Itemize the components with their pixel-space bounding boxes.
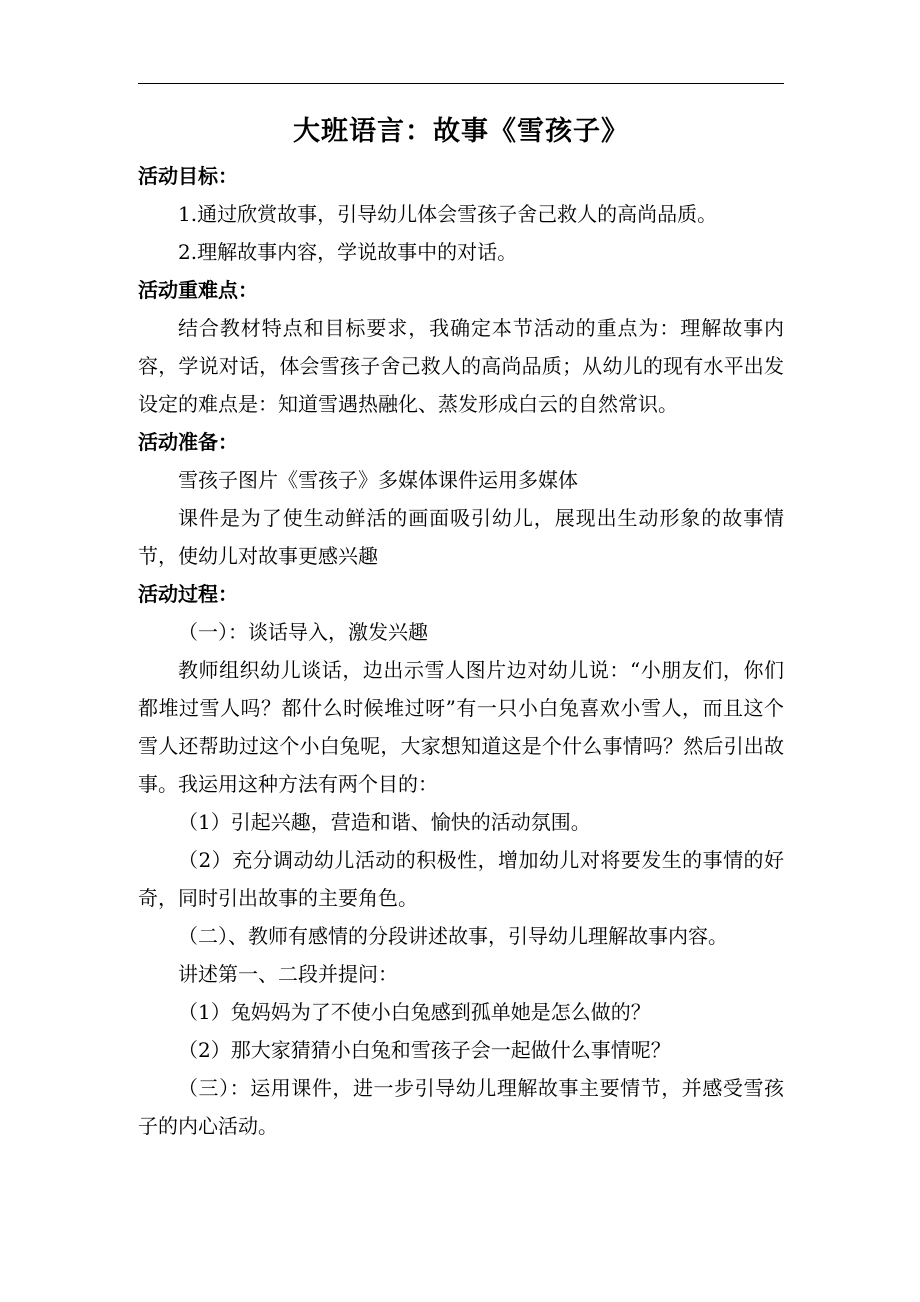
document-body [138,157,784,1145]
preparation-text-1: 雪孩子图片《雪孩子》多媒体课件运用多媒体 [178,468,578,492]
step-2-question-2: （2）那大家猜猜小白兔和雪孩子会一起做什么事情呢？ [178,1038,671,1062]
goal-1: 1.通过欣赏故事，引导幼儿体会雪孩子舍己救人的高尚品质。 [178,202,718,226]
step-1-title: （一）：谈话导入，激发兴趣 [178,620,428,644]
step-1-point-1: （1）引起兴趣，营造和谐、愉快的活动氛围。 [178,810,591,834]
goal-2: 2.理解故事内容，学说故事中的对话。 [178,240,518,264]
document-page [138,0,784,1302]
key-points-heading: 活动重难点： [138,278,258,302]
step-2-question-1: （1）兔妈妈为了不使小白兔感到孤单她是怎么做的？ [178,1000,651,1024]
preparation-heading: 活动准备： [138,430,238,454]
step-3-text: （三）：运用课件，进一步引导幼儿理解故事主要情节，并感受雪孩子的内心活动。 [138,1076,784,1138]
header-rule [138,83,784,84]
step-1-point-2: （2）充分调动幼儿活动的积极性，增加幼儿对将要发生的事情的好奇，同时引出故事的主要角色。 [138,848,784,910]
key-points-text: 结合教材特点和目标要求，我确定本节活动的重点为：理解故事内容，学说对话，体会雪孩子舍己救人的高尚品质；从幼儿的现有水平出发设定的难点是：知道雪遇热融化、蒸发形成白云的自然常识。 [138,316,784,416]
goals-heading: 活动目标： [138,164,238,188]
step-1-text: 教师组织幼儿谈话，边出示雪人图片边对幼儿说：“小朋友们，你们都堆过雪人吗？都什么时候堆过呀”有一只小白兔喜欢小雪人，而且这个雪人还帮助过这个小白兔呢，大家想知道这是个什么事情吗？然后引出故事。我运用这种方法有两个目的： [138,658,784,796]
process-heading: 活动过程： [138,582,238,606]
preparation-text-2: 课件是为了使生动鲜活的画面吸引幼儿，展现出生动形象的故事情节，使幼儿对故事更感兴趣 [138,506,784,568]
step-2-title: （二）、教师有感情的分段讲述故事，引导幼儿理解故事内容。 [178,924,728,948]
step-2-text: 讲述第一、二段并提问： [178,962,398,986]
document-title: 大班语言：故事《雪孩子》 [293,116,629,147]
